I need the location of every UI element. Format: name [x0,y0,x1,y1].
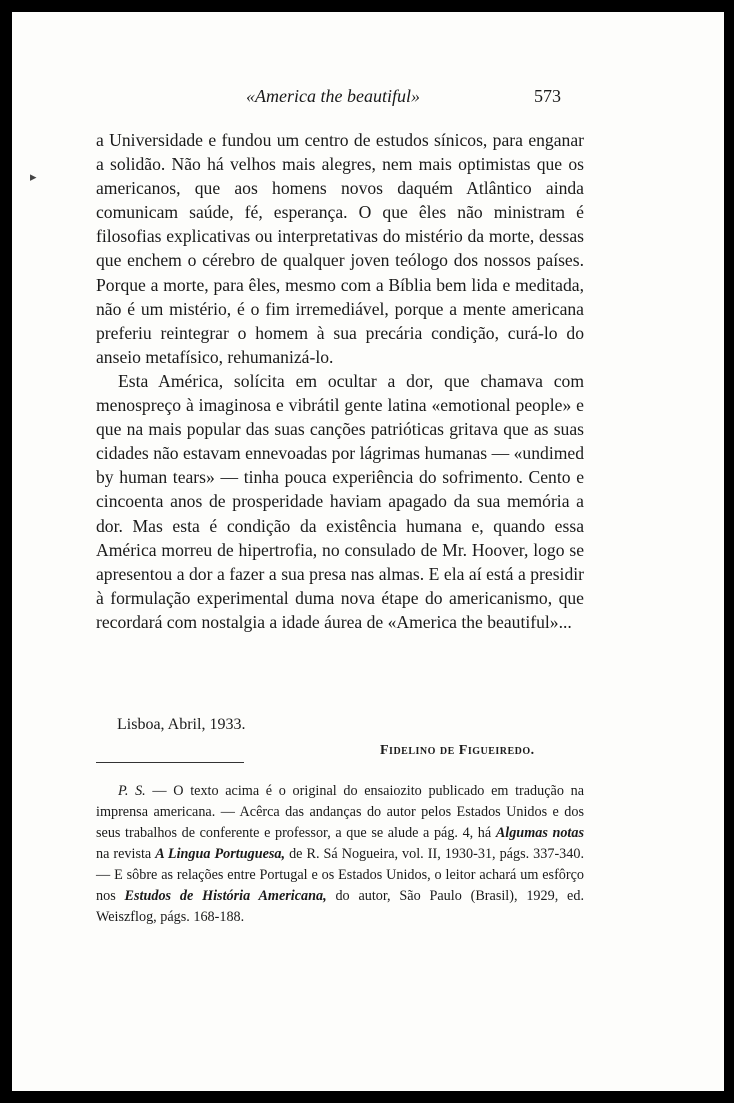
signature: Fidelino de Figueiredo. [380,743,535,758]
footnote-title-estudos: Estudos de História Americana, [124,888,327,904]
dateline: Lisboa, Abril, 1933. [117,716,246,733]
body-text [96,128,584,634]
running-head [12,86,724,110]
footnote-text-3: de R. Sá Nogueira, vol. II, 1930-31, págs. 337-340. — E sôbre as relações entre Portugal e os Estados Unidos, o leitor achará um esfôrço nos [96,846,584,904]
book-page [12,12,724,1091]
footnote-lead: P. S. [118,783,146,799]
footnote-text-2: na revista [96,846,156,862]
running-head-title: «America the beautiful» [246,86,420,106]
footnote-text-4: do autor, São Paulo (Brasil), 1929, ed. Weiszflog, págs. 168-188. [96,888,584,925]
margin-mark: ▸ [30,169,37,184]
footnote-title-lingua-portuguesa: A Lingua Portuguesa, [155,846,286,862]
footnote [96,781,584,928]
footnote-title-algumas-notas: Algumas notas [495,825,584,841]
paragraph-2: Esta América, solícita em ocultar a dor, que chamava com menospreço à imaginosa e vibrátil gente latina «emotional people» e que na mais popular das suas canções patrióticas gritava que as suas cidades não estavam ennevoadas por lágrimas humanas — «undimed by human tears» — tinha pouca experiência do sofrimento. Cento e cincoenta anos de prosperidade haviam apagado da sua memória a dor. Mas esta é condição da existência humana e, quando essa América morreu de hipertrofia, no consulado de Mr. Hoover, logo se apresentou a dor a fazer a sua presa nas almas. E ela aí está a presidir à formulação experimental duma nova étape do americanismo, que recordará com nostalgia a idade áurea de «America the beautiful»... [96,370,584,632]
footnote-rule [96,762,244,763]
footnote-text-1: — O texto acima é o original do ensaiozito publicado em tradução na imprensa americana. — Acêrca das andanças do autor pelos Estados Unidos e dos seus trabalhos de conferente e professor, a que se alude a pág. 4, há [96,783,585,841]
page-number: 573 [534,86,561,106]
paragraph-1: a Universidade e fundou um centro de estudos sínicos, para enganar a solidão. Não há velhos mais alegres, nem mais optimistas que os americanos, que aos homens novos daquém Atlântico ainda comunicam saúde, fé, esperança. O que êles não ministram é filosofias explicativas ou interpretativas do mistério da morte, dessas que enchem o cérebro de qualquer joven teólogo dos nossos países. Porque a morte, para êles, mesmo com a Bíblia bem lida e meditada, não é um mistério, é o fim irremediável, porque a mente americana preferiu reintegrar o homem à sua precária condição, curá-lo do anseio metafísico, rehumanizá-lo. [96,130,584,367]
